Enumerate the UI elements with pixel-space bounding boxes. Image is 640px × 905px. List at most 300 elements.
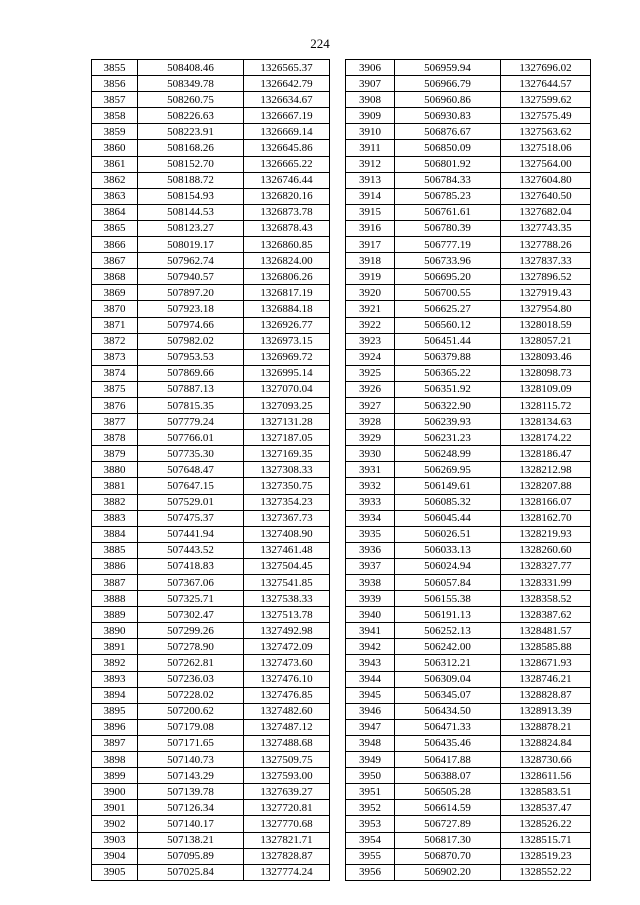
table-row bbox=[92, 301, 330, 317]
x-coordinate-cell: 507529.01 bbox=[138, 494, 244, 510]
x-coordinate-cell: 507779.24 bbox=[138, 414, 244, 430]
point-number-cell: 3871 bbox=[92, 317, 138, 333]
table-row bbox=[92, 76, 330, 92]
table-row bbox=[346, 494, 591, 510]
table-row bbox=[92, 140, 330, 156]
table-row bbox=[92, 526, 330, 542]
table-row bbox=[346, 430, 591, 446]
x-coordinate-cell: 507418.83 bbox=[138, 558, 244, 574]
table-row bbox=[346, 832, 591, 848]
table-row bbox=[346, 768, 591, 784]
y-coordinate-cell: 1328219.93 bbox=[501, 526, 591, 542]
point-number-cell: 3924 bbox=[346, 349, 395, 365]
y-coordinate-cell: 1327131.28 bbox=[244, 414, 330, 430]
point-number-cell: 3899 bbox=[92, 768, 138, 784]
point-number-cell: 3861 bbox=[92, 156, 138, 172]
table-row bbox=[346, 703, 591, 719]
x-coordinate-cell: 506379.88 bbox=[395, 349, 501, 365]
point-number-cell: 3928 bbox=[346, 414, 395, 430]
x-coordinate-cell: 506024.94 bbox=[395, 558, 501, 574]
y-coordinate-cell: 1328057.21 bbox=[501, 333, 591, 349]
table-row bbox=[346, 108, 591, 124]
y-coordinate-cell: 1326969.72 bbox=[244, 349, 330, 365]
y-coordinate-cell: 1326806.26 bbox=[244, 269, 330, 285]
point-number-cell: 3934 bbox=[346, 510, 395, 526]
y-coordinate-cell: 1328162.70 bbox=[501, 510, 591, 526]
x-coordinate-cell: 506417.88 bbox=[395, 752, 501, 768]
y-coordinate-cell: 1327473.60 bbox=[244, 655, 330, 671]
point-number-cell: 3895 bbox=[92, 703, 138, 719]
point-number-cell: 3883 bbox=[92, 510, 138, 526]
x-coordinate-cell: 506817.30 bbox=[395, 832, 501, 848]
point-number-cell: 3954 bbox=[346, 832, 395, 848]
y-coordinate-cell: 1328115.72 bbox=[501, 397, 591, 413]
y-coordinate-cell: 1327821.71 bbox=[244, 832, 330, 848]
x-coordinate-cell: 508223.91 bbox=[138, 124, 244, 140]
x-coordinate-cell: 507962.74 bbox=[138, 253, 244, 269]
x-coordinate-cell: 506435.46 bbox=[395, 735, 501, 751]
point-number-cell: 3913 bbox=[346, 172, 395, 188]
x-coordinate-cell: 506269.95 bbox=[395, 462, 501, 478]
x-coordinate-cell: 506960.86 bbox=[395, 92, 501, 108]
y-coordinate-cell: 1328913.39 bbox=[501, 703, 591, 719]
table-row bbox=[346, 60, 591, 76]
point-number-cell: 3885 bbox=[92, 542, 138, 558]
table-row bbox=[346, 816, 591, 832]
point-number-cell: 3862 bbox=[92, 172, 138, 188]
x-coordinate-cell: 507766.01 bbox=[138, 430, 244, 446]
table-row bbox=[92, 285, 330, 301]
y-coordinate-cell: 1326565.37 bbox=[244, 60, 330, 76]
point-number-cell: 3900 bbox=[92, 784, 138, 800]
x-coordinate-cell: 506870.70 bbox=[395, 848, 501, 864]
point-number-cell: 3894 bbox=[92, 687, 138, 703]
point-number-cell: 3858 bbox=[92, 108, 138, 124]
point-number-cell: 3880 bbox=[92, 462, 138, 478]
x-coordinate-cell: 508019.17 bbox=[138, 237, 244, 253]
point-number-cell: 3921 bbox=[346, 301, 395, 317]
x-coordinate-cell: 506057.84 bbox=[395, 575, 501, 591]
point-number-cell: 3881 bbox=[92, 478, 138, 494]
y-coordinate-cell: 1327743.35 bbox=[501, 220, 591, 236]
table-row bbox=[346, 719, 591, 735]
y-coordinate-cell: 1328519.23 bbox=[501, 848, 591, 864]
y-coordinate-cell: 1328212.98 bbox=[501, 462, 591, 478]
table-row bbox=[92, 687, 330, 703]
point-number-cell: 3941 bbox=[346, 623, 395, 639]
x-coordinate-cell: 506784.33 bbox=[395, 172, 501, 188]
y-coordinate-cell: 1328098.73 bbox=[501, 365, 591, 381]
x-coordinate-cell: 506191.13 bbox=[395, 607, 501, 623]
y-coordinate-cell: 1328515.71 bbox=[501, 832, 591, 848]
table-row bbox=[92, 172, 330, 188]
point-number-cell: 3866 bbox=[92, 237, 138, 253]
y-coordinate-cell: 1327169.35 bbox=[244, 446, 330, 462]
table-row bbox=[346, 269, 591, 285]
point-number-cell: 3901 bbox=[92, 800, 138, 816]
table-row bbox=[346, 317, 591, 333]
point-number-cell: 3920 bbox=[346, 285, 395, 301]
y-coordinate-cell: 1328018.59 bbox=[501, 317, 591, 333]
x-coordinate-cell: 508123.27 bbox=[138, 220, 244, 236]
x-coordinate-cell: 506777.19 bbox=[395, 237, 501, 253]
table-row bbox=[346, 397, 591, 413]
x-coordinate-cell: 506149.61 bbox=[395, 478, 501, 494]
point-number-cell: 3886 bbox=[92, 558, 138, 574]
point-number-cell: 3906 bbox=[346, 60, 395, 76]
y-coordinate-cell: 1327367.73 bbox=[244, 510, 330, 526]
x-coordinate-cell: 507325.71 bbox=[138, 591, 244, 607]
y-coordinate-cell: 1328878.21 bbox=[501, 719, 591, 735]
x-coordinate-cell: 506761.61 bbox=[395, 204, 501, 220]
x-coordinate-cell: 506785.23 bbox=[395, 188, 501, 204]
x-coordinate-cell: 506365.22 bbox=[395, 365, 501, 381]
point-number-cell: 3865 bbox=[92, 220, 138, 236]
x-coordinate-cell: 507299.26 bbox=[138, 623, 244, 639]
coordinate-table-left bbox=[91, 59, 330, 881]
y-coordinate-cell: 1327563.62 bbox=[501, 124, 591, 140]
x-coordinate-cell: 506351.92 bbox=[395, 381, 501, 397]
table-row bbox=[92, 623, 330, 639]
point-number-cell: 3872 bbox=[92, 333, 138, 349]
table-row bbox=[346, 237, 591, 253]
point-number-cell: 3956 bbox=[346, 864, 395, 880]
x-coordinate-cell: 507138.21 bbox=[138, 832, 244, 848]
x-coordinate-cell: 507262.81 bbox=[138, 655, 244, 671]
point-number-cell: 3949 bbox=[346, 752, 395, 768]
point-number-cell: 3887 bbox=[92, 575, 138, 591]
point-number-cell: 3935 bbox=[346, 526, 395, 542]
y-coordinate-cell: 1327593.00 bbox=[244, 768, 330, 784]
x-coordinate-cell: 507815.35 bbox=[138, 397, 244, 413]
x-coordinate-cell: 508168.26 bbox=[138, 140, 244, 156]
x-coordinate-cell: 506801.92 bbox=[395, 156, 501, 172]
point-number-cell: 3875 bbox=[92, 381, 138, 397]
table-row bbox=[92, 752, 330, 768]
table-row bbox=[92, 269, 330, 285]
table-row bbox=[346, 365, 591, 381]
point-number-cell: 3914 bbox=[346, 188, 395, 204]
table-row bbox=[92, 414, 330, 430]
x-coordinate-cell: 506033.13 bbox=[395, 542, 501, 558]
x-coordinate-cell: 506045.44 bbox=[395, 510, 501, 526]
point-number-cell: 3874 bbox=[92, 365, 138, 381]
x-coordinate-cell: 508349.78 bbox=[138, 76, 244, 92]
table-row bbox=[346, 156, 591, 172]
y-coordinate-cell: 1328611.56 bbox=[501, 768, 591, 784]
y-coordinate-cell: 1326642.79 bbox=[244, 76, 330, 92]
y-coordinate-cell: 1326667.19 bbox=[244, 108, 330, 124]
y-coordinate-cell: 1326873.78 bbox=[244, 204, 330, 220]
x-coordinate-cell: 507441.94 bbox=[138, 526, 244, 542]
point-number-cell: 3876 bbox=[92, 397, 138, 413]
table-row bbox=[346, 735, 591, 751]
y-coordinate-cell: 1327461.48 bbox=[244, 542, 330, 558]
y-coordinate-cell: 1326645.86 bbox=[244, 140, 330, 156]
point-number-cell: 3909 bbox=[346, 108, 395, 124]
table-row bbox=[346, 301, 591, 317]
x-coordinate-cell: 507897.20 bbox=[138, 285, 244, 301]
y-coordinate-cell: 1327354.23 bbox=[244, 494, 330, 510]
table-row bbox=[346, 784, 591, 800]
y-coordinate-cell: 1326878.43 bbox=[244, 220, 330, 236]
y-coordinate-cell: 1328730.66 bbox=[501, 752, 591, 768]
point-number-cell: 3891 bbox=[92, 639, 138, 655]
point-number-cell: 3890 bbox=[92, 623, 138, 639]
point-number-cell: 3884 bbox=[92, 526, 138, 542]
x-coordinate-cell: 506614.59 bbox=[395, 800, 501, 816]
y-coordinate-cell: 1326746.44 bbox=[244, 172, 330, 188]
point-number-cell: 3922 bbox=[346, 317, 395, 333]
x-coordinate-cell: 507735.30 bbox=[138, 446, 244, 462]
x-coordinate-cell: 506242.00 bbox=[395, 639, 501, 655]
point-number-cell: 3938 bbox=[346, 575, 395, 591]
table-row bbox=[346, 333, 591, 349]
x-coordinate-cell: 506930.83 bbox=[395, 108, 501, 124]
point-number-cell: 3916 bbox=[346, 220, 395, 236]
point-number-cell: 3933 bbox=[346, 494, 395, 510]
point-number-cell: 3953 bbox=[346, 816, 395, 832]
table-row bbox=[92, 768, 330, 784]
table-row bbox=[92, 816, 330, 832]
x-coordinate-cell: 506505.28 bbox=[395, 784, 501, 800]
y-coordinate-cell: 1328109.09 bbox=[501, 381, 591, 397]
table-row bbox=[92, 317, 330, 333]
point-number-cell: 3867 bbox=[92, 253, 138, 269]
point-number-cell: 3940 bbox=[346, 607, 395, 623]
table-row bbox=[92, 639, 330, 655]
y-coordinate-cell: 1327564.00 bbox=[501, 156, 591, 172]
x-coordinate-cell: 506850.09 bbox=[395, 140, 501, 156]
y-coordinate-cell: 1328327.77 bbox=[501, 558, 591, 574]
x-coordinate-cell: 507953.53 bbox=[138, 349, 244, 365]
table-row bbox=[92, 430, 330, 446]
table-row bbox=[92, 800, 330, 816]
x-coordinate-cell: 507647.15 bbox=[138, 478, 244, 494]
point-number-cell: 3929 bbox=[346, 430, 395, 446]
table-row bbox=[346, 864, 591, 880]
y-coordinate-cell: 1327604.80 bbox=[501, 172, 591, 188]
table-row bbox=[92, 719, 330, 735]
point-number-cell: 3907 bbox=[346, 76, 395, 92]
x-coordinate-cell: 506085.32 bbox=[395, 494, 501, 510]
point-number-cell: 3939 bbox=[346, 591, 395, 607]
point-number-cell: 3868 bbox=[92, 269, 138, 285]
x-coordinate-cell: 506312.21 bbox=[395, 655, 501, 671]
table-row bbox=[346, 204, 591, 220]
table-row bbox=[92, 784, 330, 800]
x-coordinate-cell: 506902.20 bbox=[395, 864, 501, 880]
table-row bbox=[92, 671, 330, 687]
point-number-cell: 3889 bbox=[92, 607, 138, 623]
y-coordinate-cell: 1327599.62 bbox=[501, 92, 591, 108]
y-coordinate-cell: 1327682.04 bbox=[501, 204, 591, 220]
table-row bbox=[346, 446, 591, 462]
y-coordinate-cell: 1327788.26 bbox=[501, 237, 591, 253]
table-row bbox=[92, 237, 330, 253]
point-number-cell: 3898 bbox=[92, 752, 138, 768]
table-row bbox=[346, 172, 591, 188]
y-coordinate-cell: 1326634.67 bbox=[244, 92, 330, 108]
table-row bbox=[346, 575, 591, 591]
y-coordinate-cell: 1328134.63 bbox=[501, 414, 591, 430]
point-number-cell: 3951 bbox=[346, 784, 395, 800]
x-coordinate-cell: 507025.84 bbox=[138, 864, 244, 880]
point-number-cell: 3903 bbox=[92, 832, 138, 848]
point-number-cell: 3923 bbox=[346, 333, 395, 349]
x-coordinate-cell: 507302.47 bbox=[138, 607, 244, 623]
y-coordinate-cell: 1327504.45 bbox=[244, 558, 330, 574]
table-row bbox=[92, 575, 330, 591]
y-coordinate-cell: 1328207.88 bbox=[501, 478, 591, 494]
point-number-cell: 3948 bbox=[346, 735, 395, 751]
x-coordinate-cell: 506695.20 bbox=[395, 269, 501, 285]
table-row bbox=[92, 832, 330, 848]
x-coordinate-cell: 507139.78 bbox=[138, 784, 244, 800]
x-coordinate-cell: 506727.89 bbox=[395, 816, 501, 832]
y-coordinate-cell: 1328824.84 bbox=[501, 735, 591, 751]
point-number-cell: 3896 bbox=[92, 719, 138, 735]
x-coordinate-cell: 507143.29 bbox=[138, 768, 244, 784]
point-number-cell: 3882 bbox=[92, 494, 138, 510]
y-coordinate-cell: 1328481.57 bbox=[501, 623, 591, 639]
point-number-cell: 3931 bbox=[346, 462, 395, 478]
x-coordinate-cell: 506309.04 bbox=[395, 671, 501, 687]
table-row bbox=[92, 558, 330, 574]
x-coordinate-cell: 507126.34 bbox=[138, 800, 244, 816]
table-row bbox=[346, 381, 591, 397]
y-coordinate-cell: 1327575.49 bbox=[501, 108, 591, 124]
y-coordinate-cell: 1327476.85 bbox=[244, 687, 330, 703]
y-coordinate-cell: 1328166.07 bbox=[501, 494, 591, 510]
x-coordinate-cell: 508260.75 bbox=[138, 92, 244, 108]
x-coordinate-cell: 508226.63 bbox=[138, 108, 244, 124]
x-coordinate-cell: 507095.89 bbox=[138, 848, 244, 864]
x-coordinate-cell: 507140.73 bbox=[138, 752, 244, 768]
point-number-cell: 3855 bbox=[92, 60, 138, 76]
x-coordinate-cell: 506388.07 bbox=[395, 768, 501, 784]
table-row bbox=[346, 655, 591, 671]
y-coordinate-cell: 1327954.80 bbox=[501, 301, 591, 317]
x-coordinate-cell: 507940.57 bbox=[138, 269, 244, 285]
y-coordinate-cell: 1327187.05 bbox=[244, 430, 330, 446]
x-coordinate-cell: 506155.38 bbox=[395, 591, 501, 607]
table-row bbox=[346, 639, 591, 655]
x-coordinate-cell: 507278.90 bbox=[138, 639, 244, 655]
point-number-cell: 3897 bbox=[92, 735, 138, 751]
y-coordinate-cell: 1327488.68 bbox=[244, 735, 330, 751]
table-row bbox=[92, 156, 330, 172]
table-row bbox=[92, 848, 330, 864]
y-coordinate-cell: 1327070.04 bbox=[244, 381, 330, 397]
table-row bbox=[346, 414, 591, 430]
table-row bbox=[346, 76, 591, 92]
y-coordinate-cell: 1328260.60 bbox=[501, 542, 591, 558]
point-number-cell: 3859 bbox=[92, 124, 138, 140]
y-coordinate-cell: 1327093.25 bbox=[244, 397, 330, 413]
point-number-cell: 3893 bbox=[92, 671, 138, 687]
point-number-cell: 3915 bbox=[346, 204, 395, 220]
y-coordinate-cell: 1328671.93 bbox=[501, 655, 591, 671]
point-number-cell: 3918 bbox=[346, 253, 395, 269]
table-row bbox=[92, 510, 330, 526]
y-coordinate-cell: 1327308.33 bbox=[244, 462, 330, 478]
table-row bbox=[346, 510, 591, 526]
y-coordinate-cell: 1327696.02 bbox=[501, 60, 591, 76]
y-coordinate-cell: 1328537.47 bbox=[501, 800, 591, 816]
x-coordinate-cell: 507869.66 bbox=[138, 365, 244, 381]
y-coordinate-cell: 1327538.33 bbox=[244, 591, 330, 607]
table-row bbox=[92, 494, 330, 510]
y-coordinate-cell: 1328583.51 bbox=[501, 784, 591, 800]
x-coordinate-cell: 507923.18 bbox=[138, 301, 244, 317]
table-row bbox=[92, 188, 330, 204]
x-coordinate-cell: 507228.02 bbox=[138, 687, 244, 703]
table-row bbox=[346, 526, 591, 542]
point-number-cell: 3925 bbox=[346, 365, 395, 381]
y-coordinate-cell: 1326926.77 bbox=[244, 317, 330, 333]
y-coordinate-cell: 1327828.87 bbox=[244, 848, 330, 864]
x-coordinate-cell: 506451.44 bbox=[395, 333, 501, 349]
table-row bbox=[346, 478, 591, 494]
x-coordinate-cell: 507443.52 bbox=[138, 542, 244, 558]
table-row bbox=[92, 108, 330, 124]
y-coordinate-cell: 1327487.12 bbox=[244, 719, 330, 735]
x-coordinate-cell: 507171.65 bbox=[138, 735, 244, 751]
y-coordinate-cell: 1328526.22 bbox=[501, 816, 591, 832]
table-row bbox=[92, 397, 330, 413]
x-coordinate-cell: 507974.66 bbox=[138, 317, 244, 333]
table-row bbox=[92, 204, 330, 220]
y-coordinate-cell: 1327482.60 bbox=[244, 703, 330, 719]
x-coordinate-cell: 508152.70 bbox=[138, 156, 244, 172]
table-row bbox=[92, 542, 330, 558]
point-number-cell: 3942 bbox=[346, 639, 395, 655]
table-row bbox=[92, 349, 330, 365]
point-number-cell: 3873 bbox=[92, 349, 138, 365]
table-row bbox=[346, 220, 591, 236]
x-coordinate-cell: 507648.47 bbox=[138, 462, 244, 478]
table-row bbox=[92, 655, 330, 671]
point-number-cell: 3943 bbox=[346, 655, 395, 671]
y-coordinate-cell: 1328828.87 bbox=[501, 687, 591, 703]
table-row bbox=[346, 253, 591, 269]
y-coordinate-cell: 1327774.24 bbox=[244, 864, 330, 880]
y-coordinate-cell: 1327476.10 bbox=[244, 671, 330, 687]
y-coordinate-cell: 1326824.00 bbox=[244, 253, 330, 269]
y-coordinate-cell: 1328387.62 bbox=[501, 607, 591, 623]
x-coordinate-cell: 506560.12 bbox=[395, 317, 501, 333]
y-coordinate-cell: 1328358.52 bbox=[501, 591, 591, 607]
y-coordinate-cell: 1327896.52 bbox=[501, 269, 591, 285]
x-coordinate-cell: 506252.13 bbox=[395, 623, 501, 639]
y-coordinate-cell: 1326884.18 bbox=[244, 301, 330, 317]
table-row bbox=[346, 623, 591, 639]
x-coordinate-cell: 507140.17 bbox=[138, 816, 244, 832]
x-coordinate-cell: 507367.06 bbox=[138, 575, 244, 591]
table-row bbox=[346, 591, 591, 607]
table-row bbox=[92, 735, 330, 751]
x-coordinate-cell: 506471.33 bbox=[395, 719, 501, 735]
point-number-cell: 3945 bbox=[346, 687, 395, 703]
x-coordinate-cell: 506239.93 bbox=[395, 414, 501, 430]
point-number-cell: 3919 bbox=[346, 269, 395, 285]
x-coordinate-cell: 506780.39 bbox=[395, 220, 501, 236]
y-coordinate-cell: 1327509.75 bbox=[244, 752, 330, 768]
x-coordinate-cell: 506345.07 bbox=[395, 687, 501, 703]
point-number-cell: 3944 bbox=[346, 671, 395, 687]
y-coordinate-cell: 1327720.81 bbox=[244, 800, 330, 816]
